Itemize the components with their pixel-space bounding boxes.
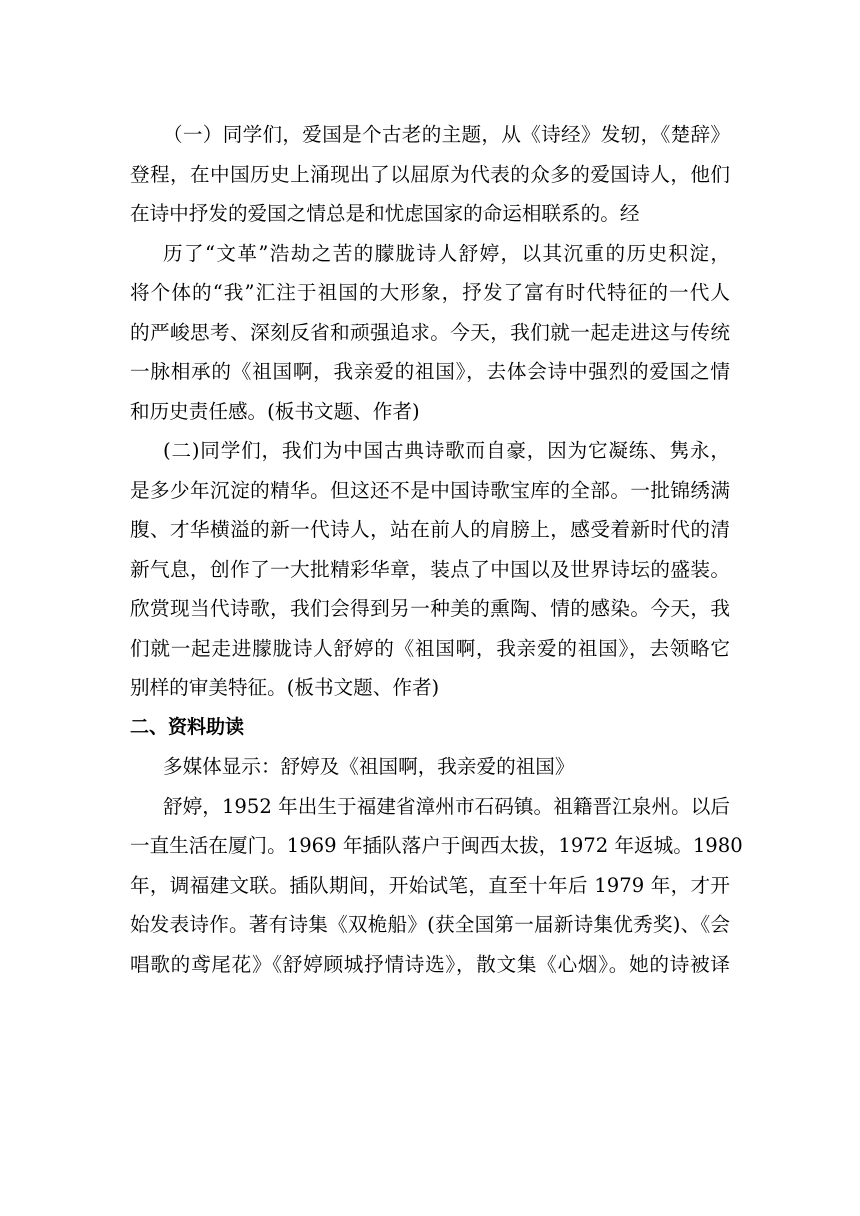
intro-paragraph-1 (130, 115, 730, 234)
text-line: 别样的审美特征。(板书文题、作者) (130, 676, 440, 699)
text-line: 一脉相承的《祖国啊，我亲爱的祖国》，去体会诗中强烈的爱国之情 (130, 360, 730, 383)
text-line: (二)同学们，我们为中国古典诗歌而自豪，因为它凝练、隽永， (163, 439, 730, 462)
text-line: 是多少年沉淀的精华。但这还不是中国诗歌宝库的全部。一批锦绣满 (130, 478, 730, 502)
author-bio-paragraph (130, 787, 743, 985)
section-heading: 二、资料助读 (130, 715, 245, 738)
text-line: 新气息，创作了一大批精彩华章，装点了中国以及世界诗坛的盛装。 (130, 557, 730, 581)
text-line: 将个体的“我”汇注于祖国的大形象，抒发了富有时代特征的一代人 (130, 281, 730, 304)
text-line: 和历史责任感。(板书文题、作者) (130, 399, 420, 423)
text-line: 始发表诗作。著有诗集《双桅船》(获全国第一届新诗集优秀奖)、《会 (130, 913, 730, 936)
text-line: 的严峻思考、深刻反省和顽强追求。今天，我们就一起走进这与传统 (130, 320, 730, 344)
text-line: 历了“文革”浩劫之苦的朦胧诗人舒婷，以其沉重的历史积淀， (163, 241, 730, 265)
text-line: （一）同学们，爱国是个古老的主题，从《诗经》发轫，《楚辞》 (163, 123, 730, 146)
multimedia-note: 多媒体显示：舒婷及《祖国啊，我亲爱的祖国》 (163, 755, 575, 778)
document-page (130, 115, 743, 984)
text-line: 年，调福建文联。插队期间，开始试笔，直至十年后 1979 年，才开 (130, 873, 730, 897)
text-line: 在诗中抒发的爱国之情总是和忧虑国家的命运相联系的。经 (130, 202, 640, 225)
text-line: 唱歌的鸢尾花》《舒婷顾城抒情诗选》，散文集《心烟》。她的诗被译 (130, 952, 730, 976)
text-line: 登程，在中国历史上涌现出了以屈原为代表的众多的爱国诗人，他们 (130, 162, 730, 186)
text-line: 欣赏现当代诗歌，我们会得到另一种美的熏陶、情的感染。今天，我 (130, 597, 730, 620)
text-line: 们就一起走进朦胧诗人舒婷的《祖国啊，我亲爱的祖国》，去领略它 (130, 636, 730, 660)
text-line: 腹、才华横溢的新一代诗人，站在前人的肩膀上，感受着新时代的清 (130, 518, 730, 541)
intro-paragraph-3 (130, 431, 730, 708)
text-line: 一直生活在厦门。1969 年插队落户于闽西太拔，1972 年返城。1980 (130, 834, 743, 857)
intro-paragraph-2 (130, 234, 730, 432)
text-line: 舒婷，1952 年出生于福建省漳州市石码镇。祖籍晋江泉州。以后 (163, 794, 730, 818)
